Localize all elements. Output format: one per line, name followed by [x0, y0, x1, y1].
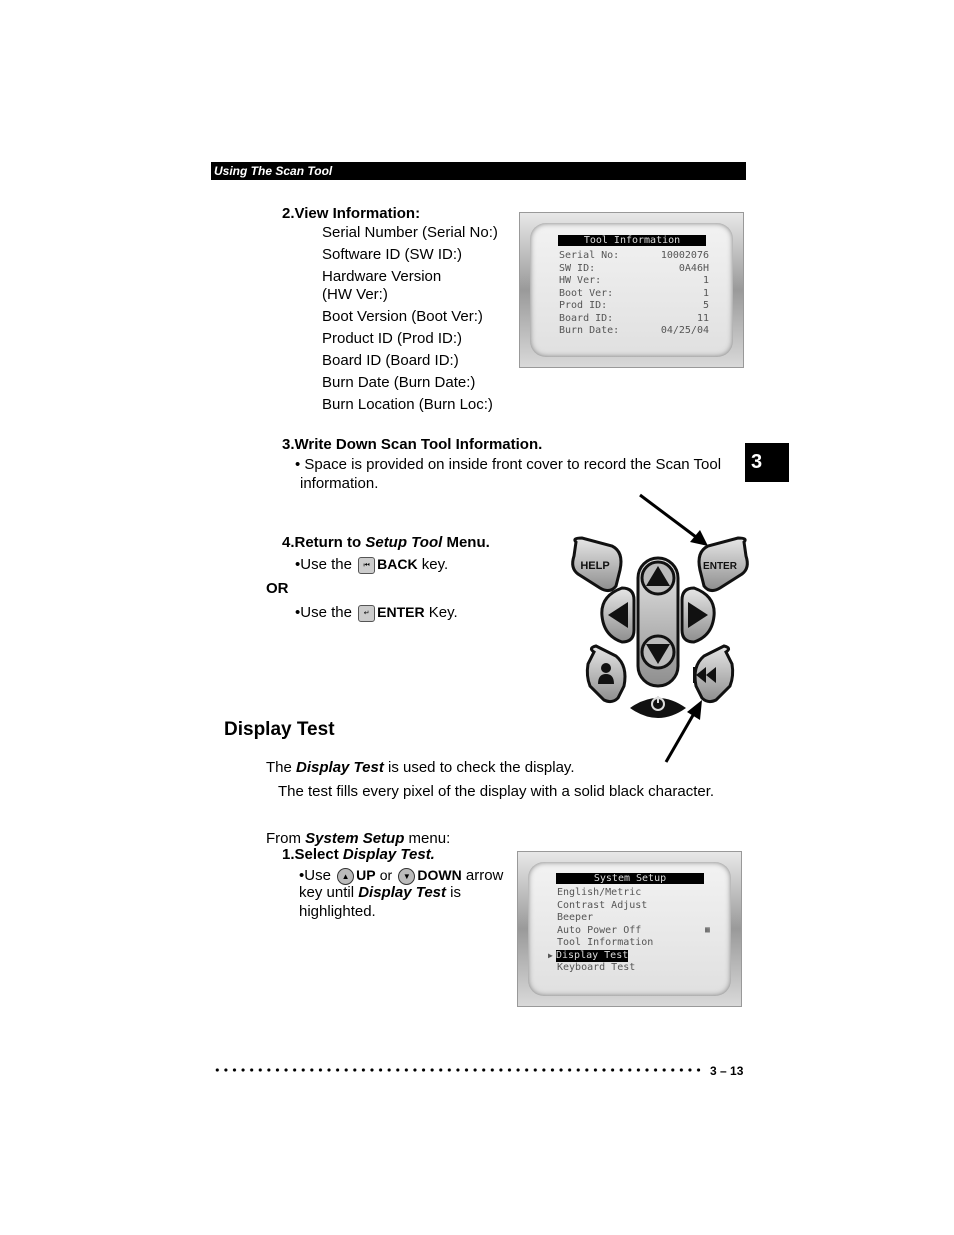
arrow-to-back-icon — [666, 710, 696, 762]
updown-instruction-line2 — [299, 884, 461, 902]
lcd-value: 10002076 — [660, 250, 709, 261]
tool-information-screen — [519, 212, 744, 368]
step2-item: Serial Number (Serial No:) — [322, 224, 498, 241]
text: 1.Select — [282, 846, 343, 863]
back-key-label: BACK — [377, 556, 418, 572]
use-the-text: •Use the — [295, 556, 352, 573]
step2-item: Boot Version (Boot Ver:) — [322, 308, 483, 325]
step3-title: 3.Write Down Scan Tool Information. — [282, 436, 543, 453]
display-test-para2: The test fills every pixel of the display with a solid black character. — [278, 783, 715, 800]
step2-item: (HW Ver:) — [322, 286, 388, 303]
text: or — [379, 867, 393, 883]
scrollbar-icon[interactable]: ▦ — [705, 925, 710, 934]
menu-item[interactable]: Tool Information — [557, 937, 654, 948]
lcd-label: Serial No: — [559, 250, 620, 261]
step4-back-line — [295, 555, 448, 574]
up-arrow-icon: ▲ — [337, 868, 354, 885]
power-key[interactable] — [630, 696, 686, 718]
step3-bullet: • Space is provided on inside front cover to record the Scan Tool — [295, 456, 722, 473]
menu-item[interactable]: Contrast Adjust — [557, 899, 648, 911]
arrow-to-enter-icon — [640, 495, 700, 540]
text: From — [266, 830, 306, 847]
enter-key[interactable] — [699, 538, 747, 591]
text: •Use — [299, 867, 331, 884]
step2-title: 2.View Information: — [282, 205, 421, 222]
lcd-value: 11 — [696, 312, 709, 324]
text-emphasis: Display Test — [296, 759, 384, 776]
text: menu: — [404, 830, 451, 847]
step2-item: Product ID (Prod ID:) — [322, 330, 463, 347]
display-test-para1 — [266, 759, 575, 777]
right-key[interactable] — [682, 588, 714, 642]
menu-item-selected[interactable]: Display Test — [556, 949, 629, 961]
lcd-display — [530, 223, 733, 357]
text: arrow — [465, 867, 504, 884]
back-key-icon: ⏮ — [358, 557, 375, 574]
user-icon — [601, 663, 611, 673]
section-header: Using The Scan Tool — [211, 162, 746, 180]
step4-title-prefix: 4.Return to — [282, 534, 366, 551]
step2-item: Software ID (SW ID:) — [322, 246, 463, 263]
step2-item: Board ID (Board ID:) — [322, 352, 459, 369]
step2-item: Hardware Version — [322, 268, 442, 285]
back-key[interactable] — [693, 646, 733, 702]
left-key[interactable] — [602, 588, 634, 642]
lcd-title: Tool Information — [558, 235, 706, 246]
lcd-value: 5 — [702, 300, 709, 311]
text: The — [266, 759, 297, 776]
step4-title-suffix: Menu. — [442, 534, 490, 551]
up-key[interactable] — [642, 562, 674, 594]
step4-title-italic: Setup Tool — [365, 534, 443, 551]
lcd-value: 04/25/04 — [660, 325, 709, 336]
footer-dotted-rule — [213, 1066, 703, 1074]
user-key[interactable] — [587, 646, 625, 702]
menu-item[interactable]: Beeper — [557, 912, 594, 923]
text: key until — [299, 884, 359, 901]
lcd-value: 0A46H — [678, 262, 709, 274]
lcd-label: Boot Ver: — [559, 287, 614, 299]
up-key-label: UP — [356, 867, 376, 883]
text: is — [446, 884, 462, 901]
help-key[interactable] — [573, 538, 621, 591]
display-test-heading: Display Test — [224, 719, 335, 740]
text-emphasis: System Setup — [305, 830, 405, 847]
or-label: OR — [266, 580, 289, 597]
lcd-value: 1 — [702, 287, 709, 299]
text-emphasis: Display Test. — [342, 846, 435, 863]
step4-title — [282, 534, 490, 552]
updown-instruction — [299, 866, 503, 885]
updown-instruction-line3: highlighted. — [299, 903, 376, 920]
chapter-tab: 3 — [745, 443, 789, 482]
down-key[interactable] — [642, 636, 674, 668]
page-number: 3 – 13 — [710, 1064, 744, 1078]
lcd-label: Burn Date: — [559, 325, 620, 336]
menu-item[interactable]: Auto Power Off — [557, 924, 642, 936]
lcd-value: 1 — [702, 275, 709, 286]
enter-key-icon: ↵ — [358, 605, 375, 622]
lcd-label: Prod ID: — [559, 300, 608, 311]
enter-key-label: ENTER — [377, 604, 425, 620]
lcd-display — [528, 862, 731, 996]
step3-bullet-cont: information. — [300, 475, 379, 492]
keypad-illustration — [560, 490, 760, 765]
enter-suffix: Key. — [428, 604, 458, 621]
select-display-test-title — [282, 846, 435, 864]
menu-item[interactable]: Keyboard Test — [557, 962, 636, 973]
enter-key-label: ENTER — [703, 561, 737, 572]
use-the-text: •Use the — [295, 604, 352, 621]
step4-enter-line — [295, 603, 458, 622]
down-arrow-icon: ▼ — [398, 868, 415, 885]
help-key-label: HELP — [580, 560, 610, 572]
lcd-label: HW Ver: — [559, 275, 602, 286]
menu-item[interactable]: English/Metric — [557, 887, 642, 898]
system-setup-screen — [517, 851, 742, 1007]
back-suffix: key. — [421, 556, 449, 573]
text: is used to check the display. — [383, 759, 575, 776]
lcd-label: SW ID: — [559, 262, 596, 274]
selection-pointer-icon: ▶ — [548, 950, 553, 960]
text-emphasis: Display Test — [358, 884, 447, 901]
step2-item: Burn Location (Burn Loc:) — [322, 396, 493, 413]
lcd-title: System Setup — [556, 873, 704, 884]
step2-item: Burn Date (Burn Date:) — [322, 374, 476, 391]
down-key-label: DOWN — [417, 867, 462, 883]
lcd-label: Board ID: — [559, 312, 614, 324]
